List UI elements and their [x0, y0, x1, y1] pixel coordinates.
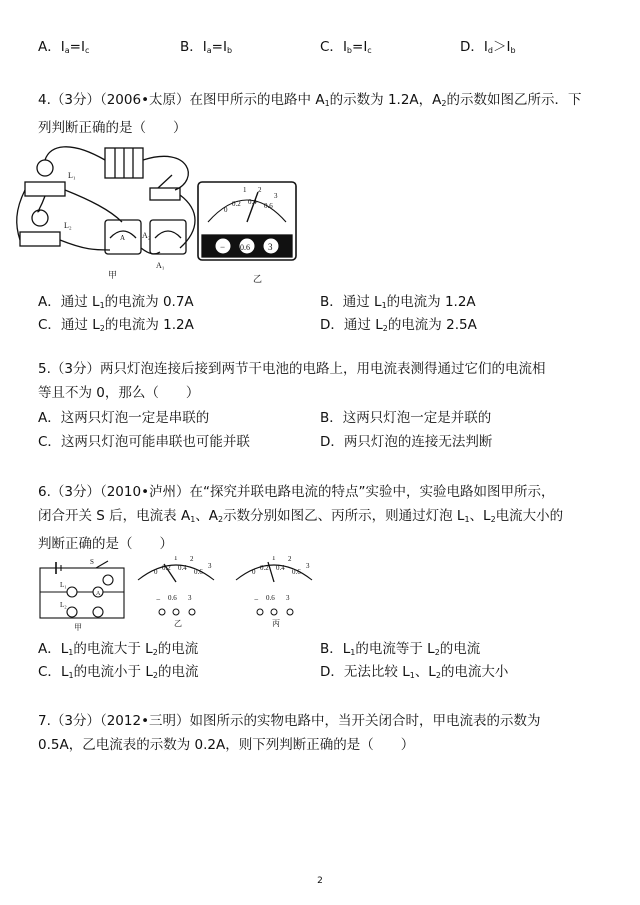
option-var: I	[80, 39, 85, 55]
q4-option-c	[38, 313, 194, 333]
meter-scale-label: 3	[274, 192, 278, 200]
subscript: 1	[381, 301, 387, 310]
meter-scale-label: 0.2	[232, 200, 241, 208]
label-l2: L₂	[60, 601, 67, 609]
q4-option-d	[320, 313, 477, 333]
option-text: L	[60, 641, 69, 657]
option-letter: A．	[38, 39, 61, 55]
label-a: A	[96, 591, 101, 597]
option-text: 通过 L	[60, 294, 100, 310]
label-s: S	[90, 558, 94, 566]
option-text: 的电流等于 L	[355, 641, 435, 657]
option-var: I	[342, 39, 347, 55]
page-number: 2	[317, 876, 323, 886]
option-letter: D．	[460, 39, 484, 55]
q5-option-b	[320, 406, 491, 426]
q4-text: 列判断正确的是（ ）	[38, 120, 187, 136]
meter-terminal-label: −	[156, 595, 161, 604]
subscript: b	[226, 46, 233, 55]
q7-stem	[38, 709, 608, 757]
meter-scale-label: 0.4	[178, 564, 187, 572]
option-letter: D．	[320, 317, 344, 333]
q6-text: 、L	[469, 508, 491, 524]
q4-option-a	[38, 290, 194, 310]
option-text: 的电流为 1.2A	[386, 294, 476, 310]
q3-option-b	[180, 35, 232, 55]
q7-text: 0.5A，乙电流表的示数为 0.2A，则下列判断正确的是（ ）	[38, 737, 415, 753]
q6-text: 6.（3分）（2010•泸州）在“探究并联电路电流的特点”实验中，实验电路如图甲所示，	[38, 484, 555, 500]
option-text: 的电流为 2.5A	[387, 317, 477, 333]
subscript: 1	[350, 648, 356, 657]
q6-text: 电流大小的	[495, 508, 564, 524]
subscript: c	[367, 46, 372, 55]
meter-scale-label: 2	[288, 556, 292, 563]
option-rel: =	[211, 39, 223, 55]
option-letter: B．	[320, 410, 343, 426]
meter-scale-label: 2	[258, 186, 262, 194]
q4-text: 的示数为 1.2A，A	[329, 92, 442, 108]
ammeter-a2	[93, 607, 103, 617]
subscript: 2	[434, 648, 440, 657]
figure-label-yi: 乙	[174, 619, 182, 628]
q6-option-b	[320, 637, 480, 657]
q4-text: 的示数如图乙所示．下	[446, 92, 582, 108]
meter-scale-label: 1	[174, 556, 178, 562]
subscript: b	[510, 46, 516, 55]
option-letter: B．	[320, 294, 343, 310]
option-text: 通过 L	[60, 317, 100, 333]
lamp-l1	[67, 587, 77, 597]
figure-label-jia: 甲	[74, 623, 82, 632]
meter-terminal-label: 0.6	[168, 594, 177, 602]
subscript: c	[84, 46, 90, 55]
option-rel: =	[352, 39, 364, 55]
option-letter: A．	[38, 294, 61, 310]
lamp-l1-bulb	[37, 160, 53, 176]
option-text: 两只灯泡的连接无法判断	[343, 434, 493, 450]
meter-terminal-label: −	[254, 595, 259, 604]
subscript: a	[206, 46, 212, 55]
option-letter: D．	[320, 664, 344, 680]
option-var: I	[506, 39, 511, 55]
subscript: 2	[435, 671, 441, 680]
option-text: 的电流	[157, 664, 199, 680]
option-text: 的电流为 1.2A	[104, 317, 194, 333]
option-rel: =	[69, 39, 81, 55]
option-text: 的电流	[157, 641, 199, 657]
meter-scale-label: 0.4	[248, 198, 257, 206]
q5-option-c	[38, 430, 250, 450]
meter-terminal-label: 3	[188, 594, 192, 602]
meter-terminal-label: −	[220, 242, 226, 252]
figure-label-bing: 丙	[272, 619, 280, 628]
q5-stem	[38, 357, 608, 405]
subscript: 2	[490, 515, 496, 524]
option-rel: ＞	[492, 39, 507, 55]
subscript: 1	[409, 671, 415, 680]
q6-text: 闭合开关 S 后，电流表 A	[38, 508, 191, 524]
q4-option-b	[320, 290, 476, 310]
meter-scale-label: 3	[306, 562, 310, 570]
figure-label-yi: 乙	[253, 274, 263, 284]
subscript: 2	[99, 324, 105, 333]
subscript: d	[487, 46, 493, 55]
q6-option-c	[38, 660, 198, 680]
meter-scale-label: 1	[243, 186, 247, 194]
subscript: 1	[190, 515, 196, 524]
option-text: 的电流小于 L	[73, 664, 153, 680]
option-letter: D．	[320, 434, 344, 450]
meter-scale-label: 0	[252, 568, 256, 576]
option-var: I	[483, 39, 488, 55]
subscript: 1	[68, 671, 74, 680]
option-text: 无法比较 L	[343, 664, 410, 680]
q4-stem	[38, 88, 608, 140]
q6-text: 、A	[195, 508, 219, 524]
label-a: A	[120, 234, 126, 242]
option-text: 这两只灯泡可能串联也可能并联	[60, 434, 250, 450]
option-letter: C．	[320, 39, 343, 55]
meter-scale-label: 1	[272, 556, 276, 562]
option-text: 的电流大小	[440, 664, 509, 680]
subscript: 1	[68, 648, 74, 657]
option-var: I	[60, 39, 65, 55]
option-text: 通过 L	[343, 317, 383, 333]
option-letter: B．	[180, 39, 203, 55]
subscript: 1	[324, 99, 330, 108]
q6-text: 示数分别如图乙、丙所示，则通过灯泡 L	[223, 508, 465, 524]
meter-scale-label: 3	[208, 562, 212, 570]
lamp-l1-base	[25, 182, 65, 196]
q4-figure	[10, 140, 310, 288]
subscript: 2	[382, 324, 388, 333]
option-letter: C．	[38, 434, 61, 450]
meter-scale-label: 0.6	[194, 568, 203, 576]
meter-scale-label: 0	[224, 206, 228, 214]
option-letter: A．	[38, 641, 61, 657]
label-a2: A₂	[142, 231, 151, 240]
lamp-l2-base	[20, 232, 60, 246]
q6-stem	[38, 480, 608, 556]
meter-scale-label: 0	[154, 568, 158, 576]
meter-scale-label: 2	[190, 556, 194, 563]
option-text: 这两只灯泡一定是并联的	[342, 410, 492, 426]
option-var: I	[202, 39, 207, 55]
subscript: 1	[99, 301, 105, 310]
option-letter: C．	[38, 664, 61, 680]
option-letter: A．	[38, 410, 61, 426]
q3-option-c	[320, 35, 372, 55]
label-a1: A₁	[156, 261, 165, 270]
subscript: 2	[441, 99, 447, 108]
q3-option-a	[38, 35, 89, 55]
q5-text: 5.（3分）两只灯泡连接后接到两节干电池的电路上，用电流表测得通过它们的电流相	[38, 361, 546, 377]
meter-terminal-label: 3	[268, 242, 273, 252]
option-text: 这两只灯泡一定是串联的	[60, 410, 210, 426]
meter-scale-label: 0.6	[292, 568, 301, 576]
meter-scale-label: 0.6	[264, 202, 273, 210]
label-l2: L₂	[64, 221, 72, 230]
q6-figure	[36, 556, 326, 634]
option-text: 的电流大于 L	[73, 641, 153, 657]
option-text: L	[342, 641, 351, 657]
figure-label-jia: 甲	[108, 270, 118, 280]
option-text: 通过 L	[342, 294, 382, 310]
q4-text: 4.（3分）（2006•太原）在图甲所示的电路中 A	[38, 92, 325, 108]
meter-scale-label: 0.2	[260, 564, 269, 572]
meter-terminal-label: 0.6	[266, 594, 275, 602]
meter-terminal-label: 0.6	[240, 243, 250, 252]
option-text: 的电流为 0.7A	[104, 294, 194, 310]
label-l1: L₁	[68, 171, 76, 180]
subscript: 2	[152, 648, 158, 657]
meter-scale-label: 0.2	[162, 564, 171, 572]
q5-text: 等且不为 0，那么（ ）	[38, 385, 200, 401]
option-letter: C．	[38, 317, 61, 333]
circuit-jia	[40, 568, 124, 618]
option-var: I	[222, 39, 227, 55]
option-var: I	[363, 39, 368, 55]
q6-option-a	[38, 637, 198, 657]
subscript: 2	[152, 671, 158, 680]
meter-scale-label: 0.4	[276, 564, 285, 572]
q3-option-d	[460, 35, 516, 55]
subscript: 1	[464, 515, 470, 524]
q5-option-d	[320, 430, 492, 450]
q6-option-d	[320, 660, 508, 680]
subscript: a	[64, 46, 70, 55]
meter-terminal-label: 3	[286, 594, 290, 602]
option-letter: B．	[320, 641, 343, 657]
q7-text: 7.（3分）（2012•三明）如图所示的实物电路中，当开关闭合时，甲电流表的示数为	[38, 713, 541, 729]
q6-text: 判断正确的是（ ）	[38, 536, 173, 552]
subscript: b	[346, 46, 352, 55]
lamp-l2	[67, 607, 77, 617]
label-l1: L₁	[60, 581, 67, 589]
lamp-l2-bulb	[32, 210, 48, 226]
option-text: L	[60, 664, 69, 680]
subscript: 2	[218, 515, 224, 524]
q5-option-a	[38, 406, 209, 426]
option-text: 、L	[414, 664, 436, 680]
option-text: 的电流	[439, 641, 481, 657]
